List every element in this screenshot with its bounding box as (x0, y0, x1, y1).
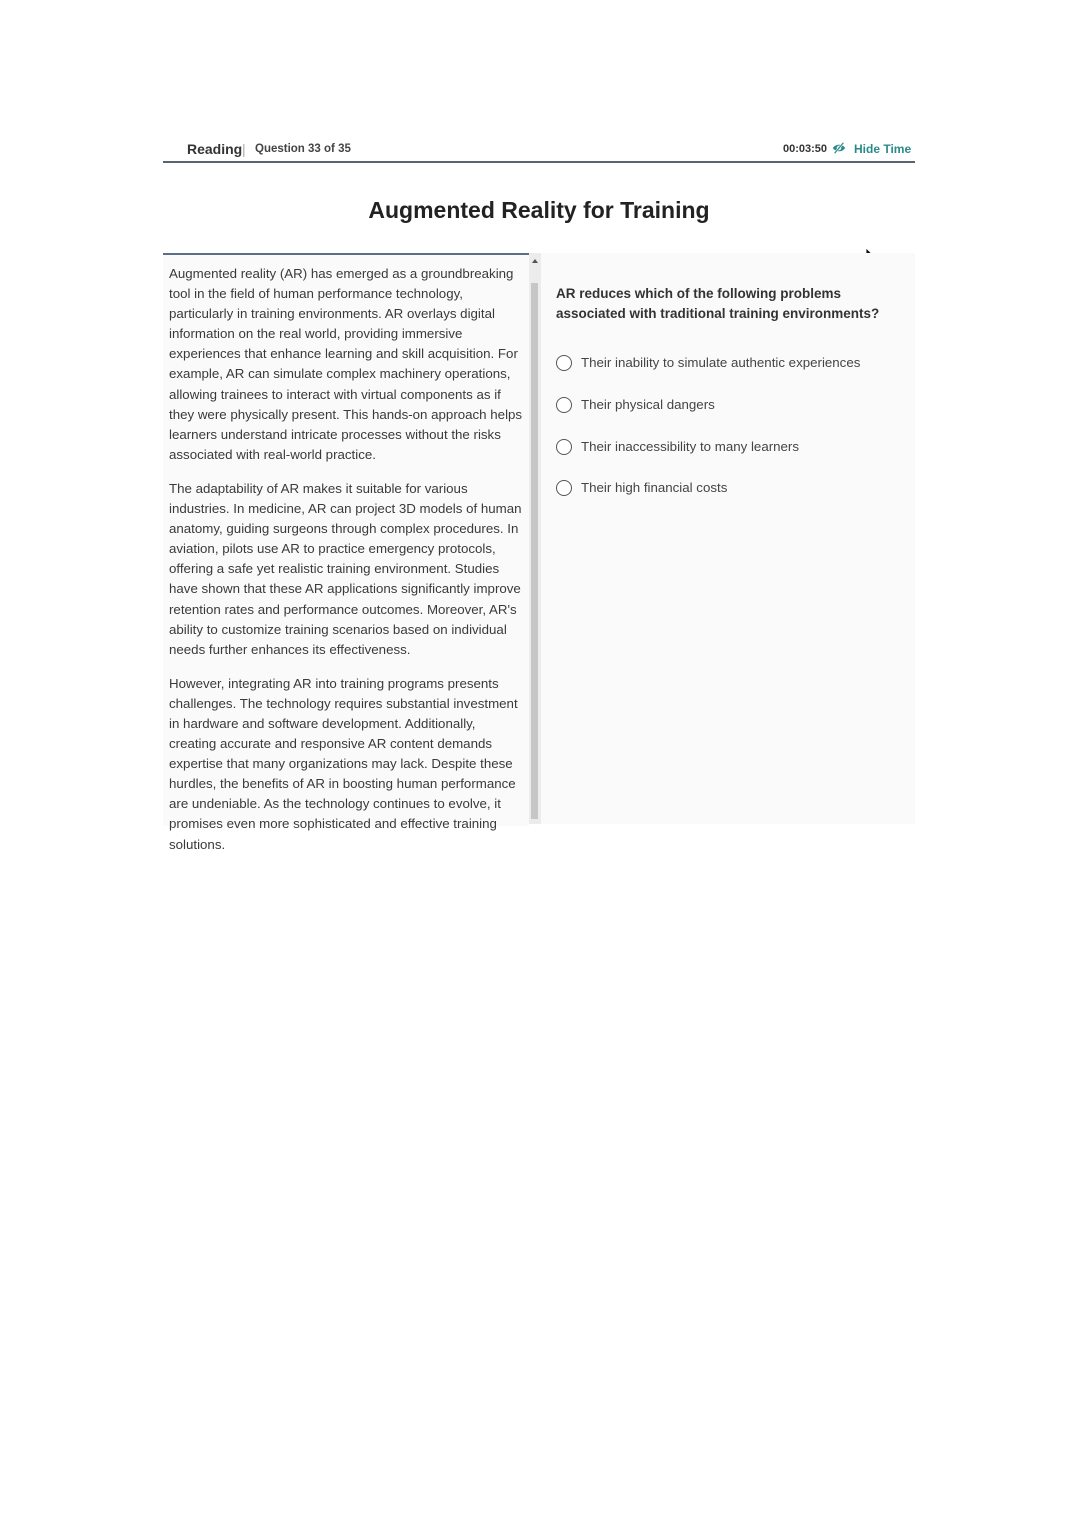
scroll-thumb[interactable] (531, 283, 538, 819)
passage-panel[interactable] (163, 253, 529, 852)
scroll-up-arrow-icon[interactable] (532, 259, 538, 263)
question-text: AR reduces which of the following problems associated with traditional training environments? (556, 286, 880, 321)
page-title: Augmented Reality for Training (368, 197, 710, 223)
passage-paragraph: However, integrating AR into training programs presents challenges. The technology requires substantial investment in hardware and software development. Additionally, creating accurate and responsive AR content demands expertise that many organizations may lack. Despite these hurdles, the benefits of AR in boosting human performance are undeniable. As the technology continues to evolve, it promises even more sophisticated and effective training solutions. (169, 675, 518, 852)
timer: 00:03:50 (783, 143, 828, 155)
passage-scrollbar[interactable] (529, 253, 541, 824)
answer-option-label: Their physical dangers (581, 397, 715, 412)
radio-button[interactable] (556, 439, 572, 455)
radio-button[interactable] (556, 480, 572, 496)
answer-option-3[interactable] (556, 438, 896, 460)
eye-slash-icon[interactable] (832, 141, 846, 155)
passage-paragraph: The adaptability of AR makes it suitable for various industries. In medicine, AR can project 3D models of human anatomy, guiding surgeons through complex procedures. In aviation, pilots use AR to practice emergency protocols, offering a safe yet realistic training environment. Studies have shown that these AR applications significantly improve retention rates and performance outcomes. Moreover, AR's ability to customize training scenarios based on individual needs further enhances its effectiveness. (169, 480, 522, 657)
passage-paragraph: Augmented reality (AR) has emerged as a groundbreaking tool in the field of human performance technology, particularly in training environments. AR overlays digital information on the real world, providing immersive experiences that enhance learning and skill acquisition. For example, AR can simulate complex machinery operations, allowing trainees to interact with virtual components as if they were physically present. This hands-on approach helps learners understand intricate processes without the risks associated with real-world practice. (169, 266, 523, 462)
test-window (163, 132, 915, 852)
header-separator: | (242, 141, 246, 157)
answer-option-label: Their inability to simulate authentic experiences (581, 355, 861, 370)
answer-option-2[interactable] (556, 396, 896, 418)
title-area (163, 163, 915, 255)
answer-option-4[interactable] (556, 479, 896, 501)
section-name: Reading (187, 141, 243, 157)
radio-button[interactable] (556, 355, 572, 371)
answer-option-label: Their high financial costs (581, 480, 728, 495)
hide-time-button[interactable]: Hide Time (854, 142, 912, 156)
top-bar (163, 132, 915, 163)
answer-option-1[interactable] (556, 354, 896, 376)
answer-option-label: Their inaccessibility to many learners (581, 439, 800, 454)
question-counter: Question 33 of 35 (255, 143, 351, 155)
radio-button[interactable] (556, 397, 572, 413)
question-panel (541, 253, 915, 824)
